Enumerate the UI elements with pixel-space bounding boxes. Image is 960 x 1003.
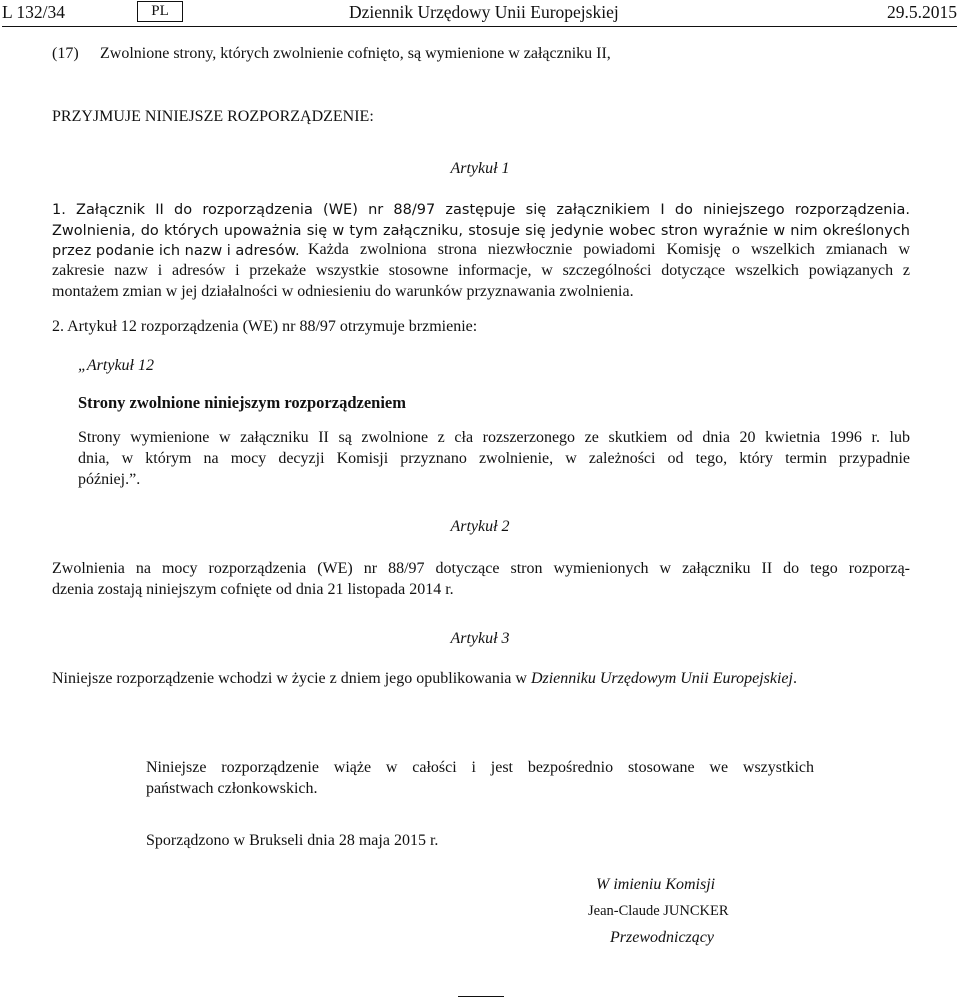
recital-number: (17) xyxy=(52,45,79,62)
quoted-text-line: dnia, w którym na mocy decyzji Komisji przyznano zwolnienie, w zależności od tego, który termin przypadnie xyxy=(78,450,910,467)
page-reference: L 132/34 xyxy=(2,2,66,22)
article-3-text-before: Niniejsze rozporządzenie wchodzi w życie z dniem jego opublikowania w xyxy=(52,670,531,687)
article-1-para1-continuation-block xyxy=(52,261,910,302)
article-3-heading: Artykuł 3 xyxy=(450,630,510,647)
done-at: Sporządzono w Brukseli dnia 28 maja 2015 r. xyxy=(146,832,439,849)
enacting-formula: PRZYJMUJE NINIEJSZE ROZPORZĄDZENIE: xyxy=(52,108,374,125)
article-2-line: Zwolnienia na mocy rozporządzenia (WE) nr 88/97 dotyczące stron wymienionych w załączniku II do tego rozporzą- xyxy=(52,560,910,577)
quoted-text-line: później.”. xyxy=(78,471,141,488)
quoted-text-line: Strony wymienione w załączniku II są zwolnione z cła rozszerzonego ze skutkiem od dnia 20 kwietnia 1996 r. lub xyxy=(78,429,910,446)
article-2-line: dzenia zostają niniejszym cofnięte od dnia 21 listopada 2014 r. xyxy=(52,581,454,598)
binding-clause xyxy=(146,757,814,799)
article-1-para1-line-3-wrap xyxy=(52,241,300,262)
article-1-para1-line: 1. Załącznik II do rozporządzenia (WE) nr 88/97 zastępuje się załącznikiem I do niniejszego rozporządzenia. xyxy=(52,202,910,218)
article-1-paragraph-2: 2. Artykuł 12 rozporządzenia (WE) nr 88/97 otrzymuje brzmienie: xyxy=(52,318,478,335)
binding-clause-line: Niniejsze rozporządzenie wiąże w całości i jest bezpośrednio stosowane we wszystkich xyxy=(146,759,814,776)
journal-title: Dziennik Urzędowy Unii Europejskiej xyxy=(349,2,619,22)
journal-name-italic: Dzienniku Urzędowym Unii Europejskiej xyxy=(530,670,793,687)
binding-clause-line: państwach członkowskich. xyxy=(146,780,318,797)
article-1-para1-cont-line: zakresie nazw i adresów i przekaże wszystkie stosowne informacje, w szczególności dotyczące wszelkich powiązanych z xyxy=(52,262,910,279)
article-1-paragraph-1 xyxy=(52,200,910,241)
article-3-text-after: . xyxy=(792,670,797,687)
quoted-article-heading: „Artykuł 12 xyxy=(78,357,154,374)
article-1-heading: Artykuł 1 xyxy=(450,160,510,177)
quoted-article-text xyxy=(78,427,910,490)
publication-date: 29.5.2015 xyxy=(887,2,957,22)
signature-on-behalf: W imieniu Komisji xyxy=(596,876,716,893)
article-1-para1-cont-line: Każda zwolniona strona niezwłocznie powiadomi Komisję o wszelkich zmianach w xyxy=(308,241,910,258)
recital-text: Zwolnione strony, których zwolnienie cofnięto, są wymienione w załączniku II, xyxy=(100,45,611,62)
quoted-article-title: Strony zwolnione niniejszym rozporządzeniem xyxy=(78,393,406,412)
page-header xyxy=(2,0,957,27)
signature-role: Przewodniczący xyxy=(610,929,714,946)
article-3-text xyxy=(52,670,797,688)
language-badge: PL xyxy=(137,1,183,22)
article-2-heading: Artykuł 2 xyxy=(450,518,510,535)
article-1-para1-line: Zwolnienia, do których upoważnia się w tym załączniku, stosuje się jedynie wobec stron wyraźnie w nim określonych xyxy=(52,222,910,239)
article-2-text xyxy=(52,558,910,600)
signature-name: Jean-Claude JUNCKER xyxy=(588,903,729,919)
footer-rule xyxy=(458,996,504,997)
article-1-para1-continuation xyxy=(308,240,910,261)
article-1-para1-line: przez podanie ich nazw i adresów. xyxy=(52,243,300,259)
article-1-para1-cont-line: montażem zmian w jej działalności w odniesieniu do warunków przyznawania zwolnienia. xyxy=(52,282,634,300)
